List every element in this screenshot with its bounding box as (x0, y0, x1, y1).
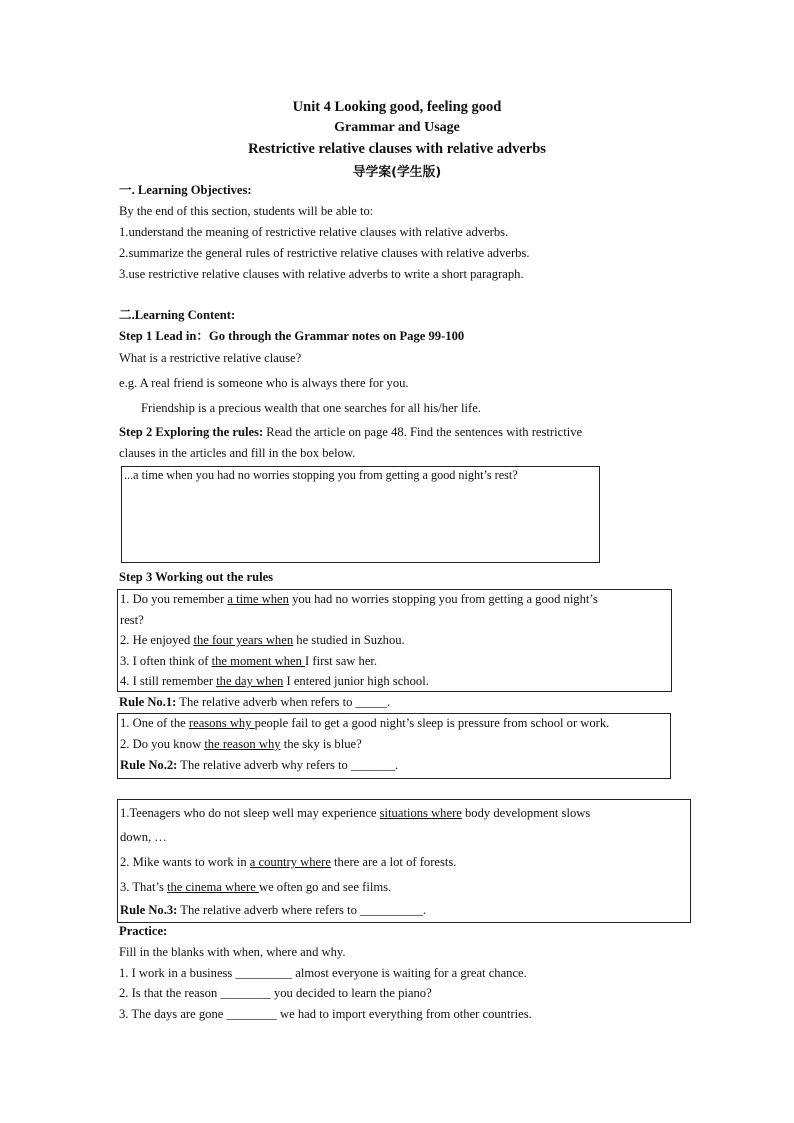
rule3-statement (120, 902, 426, 918)
rule1-sentence-cont: rest? (120, 613, 144, 627)
rule1-sentence: 2. He enjoyed the four years when he studied in Suzhou. (120, 633, 405, 647)
step3-label: Step 3 Working out the rules (119, 570, 274, 584)
step1-example-2: Friendship is a precious wealth that one searches for all his/her life. (141, 401, 481, 415)
step1-question: What is a restrictive relative clause? (119, 351, 302, 365)
rule1-statement (119, 694, 390, 710)
step1-example-1: e.g. A real friend is someone who is always there for you. (119, 376, 409, 390)
rule1-sentence: 3. I often think of the moment when I first saw her. (120, 654, 378, 668)
practice-heading: Practice: (119, 924, 168, 938)
step2-box-text: ...a time when you had no worries stopping you from getting a good night’s rest? (124, 468, 518, 482)
rule3-label: Rule No.3: (120, 903, 178, 917)
topic-title: Restrictive relative clauses with relative adverbs (248, 141, 546, 157)
practice-item: 2. Is that the reason ________ you decided to learn the piano? (119, 986, 432, 1000)
rule2-examples-box (117, 713, 671, 779)
step2-text: Read the article on page 48. Find the sentences with restrictive (263, 425, 583, 439)
rule1-sentence: 4. I still remember the day when I entered junior high school. (120, 674, 429, 688)
rule3-examples-box (117, 799, 691, 923)
step2-label: Step 2 Exploring the rules: (119, 425, 264, 439)
rule3-text: The relative adverb where refers to __________. (177, 903, 427, 917)
rule2-label: Rule No.2: (120, 758, 178, 772)
practice-instruction: Fill in the blanks with when, where and why. (119, 945, 346, 959)
step2-instruction (119, 424, 582, 440)
unit-title: Unit 4 Looking good, feeling good (292, 99, 502, 115)
objective-item: 2.summarize the general rules of restrictive relative clauses with relative adverbs. (119, 246, 530, 260)
rule3-sentence: 3. That’s the cinema where we often go and see films. (120, 880, 392, 894)
objective-item: 1.understand the meaning of restrictive relative clauses with relative adverbs. (119, 225, 509, 239)
rule2-text: The relative adverb why refers to _______. (177, 758, 399, 772)
rule1-examples-box (117, 589, 672, 692)
rule2-statement (120, 757, 398, 773)
objectives-intro: By the end of this section, students will be able to: (119, 204, 374, 218)
step2-answer-box[interactable] (121, 466, 600, 563)
rule1-sentence: 1. Do you remember a time when you had no worries stopping you from getting a good night’s (120, 592, 598, 606)
rule2-sentence: 2. Do you know the reason why the sky is blue? (120, 737, 362, 751)
doc-type-title: 导学案(学生版) (352, 165, 442, 180)
rule3-sentence: 1.Teenagers who do not sleep well may experience situations where body development slows (120, 806, 591, 820)
step2-text-cont: clauses in the articles and fill in the box below. (119, 446, 356, 460)
rule3-sentence-cont: down, … (120, 830, 167, 844)
rule1-label: Rule No.1: (119, 695, 177, 709)
section-title: Grammar and Usage (334, 120, 460, 135)
practice-item: 3. The days are gone ________ we had to import everything from other countries. (119, 1007, 532, 1021)
objective-item: 3.use restrictive relative clauses with relative adverbs to write a short paragraph. (119, 267, 524, 281)
rule1-text: The relative adverb when refers to _____. (176, 695, 391, 709)
rule2-sentence: 1. One of the reasons why people fail to get a good night’s sleep is pressure from school or work. (120, 716, 610, 730)
rule3-sentence: 2. Mike wants to work in a country where there are a lot of forests. (120, 855, 457, 869)
objectives-heading: 一. Learning Objectives: (119, 183, 252, 197)
practice-item: 1. I work in a business _________ almost everyone is waiting for a great chance. (119, 966, 527, 980)
step1-label: Step 1 Lead in：Go through the Grammar notes on Page 99-100 (119, 329, 465, 343)
content-heading: 二.Learning Content: (119, 308, 236, 322)
